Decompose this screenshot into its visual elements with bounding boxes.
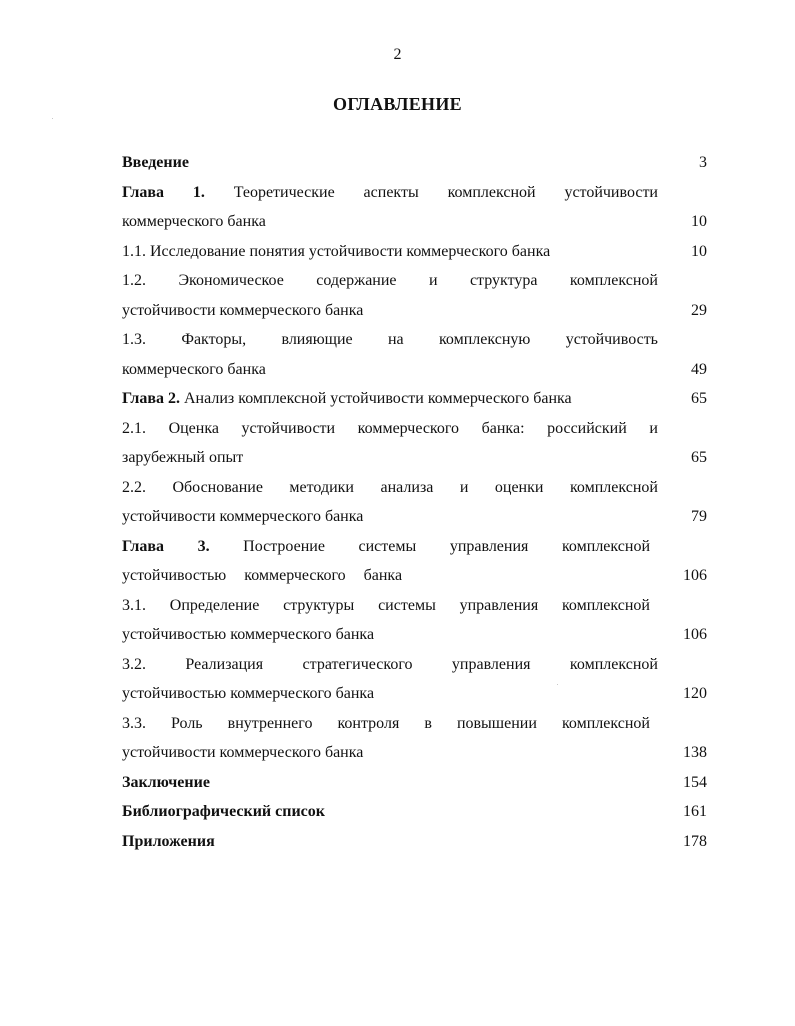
toc-entry-page: 29 (691, 301, 707, 319)
toc-entry-page: 65 (691, 390, 707, 407)
toc-entry-label: Заключение (122, 773, 210, 791)
toc-word: Глава (122, 537, 164, 555)
toc-entry-3-1-cont[interactable] (122, 620, 707, 650)
toc-word: структуры (283, 596, 355, 614)
toc-word: комплексной (447, 183, 536, 201)
toc-word: методики (289, 478, 354, 496)
toc-entry-3-2-cont[interactable] (122, 679, 707, 709)
toc-entry-page: 10 (691, 242, 707, 260)
toc-word: системы (378, 596, 436, 614)
toc-word: 1.3. (122, 331, 146, 348)
toc-word: контроля (337, 714, 400, 732)
toc-entry-3-3-cont[interactable] (122, 738, 707, 768)
toc-word: 3.1. (122, 596, 146, 614)
toc-word: Определение (169, 596, 260, 614)
toc-word: и (459, 478, 469, 496)
toc-entry-1-3[interactable] (122, 325, 707, 355)
toc-entry-page: 3 (699, 154, 707, 171)
toc-word: российский (547, 419, 627, 437)
toc-word: управления (451, 655, 531, 673)
toc-word: Построение (243, 537, 325, 555)
toc-word: стратегического (302, 655, 413, 673)
toc-entry-page: 106 (683, 626, 707, 643)
toc-entry-conclusion[interactable] (122, 768, 707, 798)
toc-word: анализа (380, 478, 434, 496)
toc-word: комплексной (561, 596, 650, 614)
toc-word: 1. (192, 183, 205, 201)
toc-entry-page: 79 (691, 508, 707, 525)
toc-entry-label: устойчивостью коммерческого банка (122, 626, 375, 643)
scan-speck (52, 118, 53, 119)
toc-word: Роль (171, 714, 203, 732)
toc-entry-3-2[interactable] (122, 650, 707, 680)
toc-word: Обоснование (172, 478, 263, 496)
toc-entry-page: 178 (683, 832, 707, 850)
toc-word: Реализация (185, 655, 264, 673)
toc-word: устойчивость (565, 331, 658, 348)
toc-chapter-number: Глава 2. (122, 390, 180, 407)
toc-entry-label: коммерческого банка (122, 360, 266, 378)
toc-entry-3-1[interactable] (122, 591, 707, 621)
toc-entry-chapter-3-cont[interactable] (122, 561, 707, 591)
toc-word: комплексной (569, 478, 658, 496)
toc-word: комплексной (569, 655, 658, 673)
toc-word: Экономическое (178, 272, 284, 289)
toc-entry-page: 10 (691, 213, 707, 230)
toc-entry-chapter-1-cont[interactable] (122, 207, 707, 237)
toc-entry-label: коммерческого банка (122, 213, 266, 230)
toc-word: управления (459, 596, 539, 614)
toc-entry-label: 1.1. Исследование понятия устойчивости коммерческого банка (122, 242, 551, 260)
toc-entry-page: 106 (683, 567, 707, 584)
toc-entry-chapter-2[interactable] (122, 384, 707, 414)
toc-entry-1-3-cont[interactable] (122, 355, 707, 385)
toc-word: управления (449, 537, 529, 555)
toc-word: и (428, 272, 438, 289)
toc-entry-2-2-cont[interactable] (122, 502, 707, 532)
toc-entry-3-3[interactable] (122, 709, 707, 739)
toc-word: Оценка (168, 419, 219, 437)
toc-word: Глава (122, 183, 164, 201)
toc-word: Факторы, (181, 331, 247, 348)
toc-word: банка: (481, 419, 525, 437)
toc-entry-label: Введение (122, 154, 189, 171)
toc-word: комплексной (561, 714, 650, 732)
toc-word: на (387, 331, 404, 348)
toc-word: влияющие (281, 331, 353, 348)
toc-entry-chapter-1[interactable] (122, 178, 707, 208)
toc-entry-label: устойчивости коммерческого банка (122, 508, 364, 525)
toc-entry-2-1[interactable] (122, 414, 707, 444)
toc-word: 1.2. (122, 272, 146, 289)
toc-word: 3. (197, 537, 210, 555)
toc-word: 3.2. (122, 655, 146, 673)
toc-word: в (424, 714, 432, 732)
toc-entry-label: Приложения (122, 832, 215, 850)
toc-entry-label: Анализ комплексной устойчивости коммерческого банка (180, 390, 572, 407)
toc-word: и (649, 419, 658, 437)
toc-word: Теоретические (233, 183, 335, 201)
toc-entry-appendix[interactable] (122, 827, 707, 857)
toc-entry-page: 138 (683, 744, 707, 761)
toc-entry-label: устойчивостью коммерческого банка (122, 567, 403, 584)
toc-word: внутреннего (227, 714, 313, 732)
toc-word: 2.1. (122, 419, 146, 437)
toc-entry-bibliography[interactable] (122, 797, 707, 827)
toc-entry-page: 161 (683, 803, 707, 820)
toc-entry-label: устойчивости коммерческого банка (122, 301, 364, 319)
toc-word: комплексную (438, 331, 531, 348)
toc-word: структура (469, 272, 538, 289)
toc-entry-label: устойчивостью коммерческого банка (122, 685, 375, 702)
toc-entry-page: 65 (691, 449, 707, 466)
toc-entry-label: устойчивости коммерческого банка (122, 744, 364, 761)
toc-entry-intro[interactable] (122, 148, 707, 178)
toc-entry-page: 154 (683, 773, 707, 791)
toc-word: комплексной (561, 537, 650, 555)
toc-entry-1-2[interactable] (122, 266, 707, 296)
toc-word: 2.2. (122, 478, 146, 496)
toc-word: 3.3. (122, 714, 146, 732)
toc-word: содержание (316, 272, 397, 289)
scan-speck (557, 684, 558, 685)
toc-entry-1-1[interactable] (122, 237, 707, 267)
toc-entry-label: Библиографический список (122, 803, 325, 820)
toc-entry-chapter-3[interactable] (122, 532, 707, 562)
toc-word: аспекты (363, 183, 419, 201)
toc-entry-1-2-cont[interactable] (122, 296, 707, 326)
page-number: 2 (393, 46, 402, 63)
toc-entry-page: 120 (683, 685, 707, 702)
table-of-contents (122, 148, 707, 856)
toc-title: ОГЛАВЛЕНИЕ (333, 94, 462, 114)
toc-entry-label: зарубежный опыт (122, 449, 244, 466)
toc-word: оценки (494, 478, 544, 496)
toc-entry-2-2[interactable] (122, 473, 707, 503)
toc-word: системы (358, 537, 417, 555)
toc-word: повышении (456, 714, 537, 732)
toc-word: устойчивости (564, 183, 658, 201)
toc-word: устойчивости (241, 419, 336, 437)
toc-entry-2-1-cont[interactable] (122, 443, 707, 473)
toc-word: коммерческого (357, 419, 460, 437)
toc-word: комплексной (569, 272, 658, 289)
toc-entry-page: 49 (691, 360, 707, 378)
